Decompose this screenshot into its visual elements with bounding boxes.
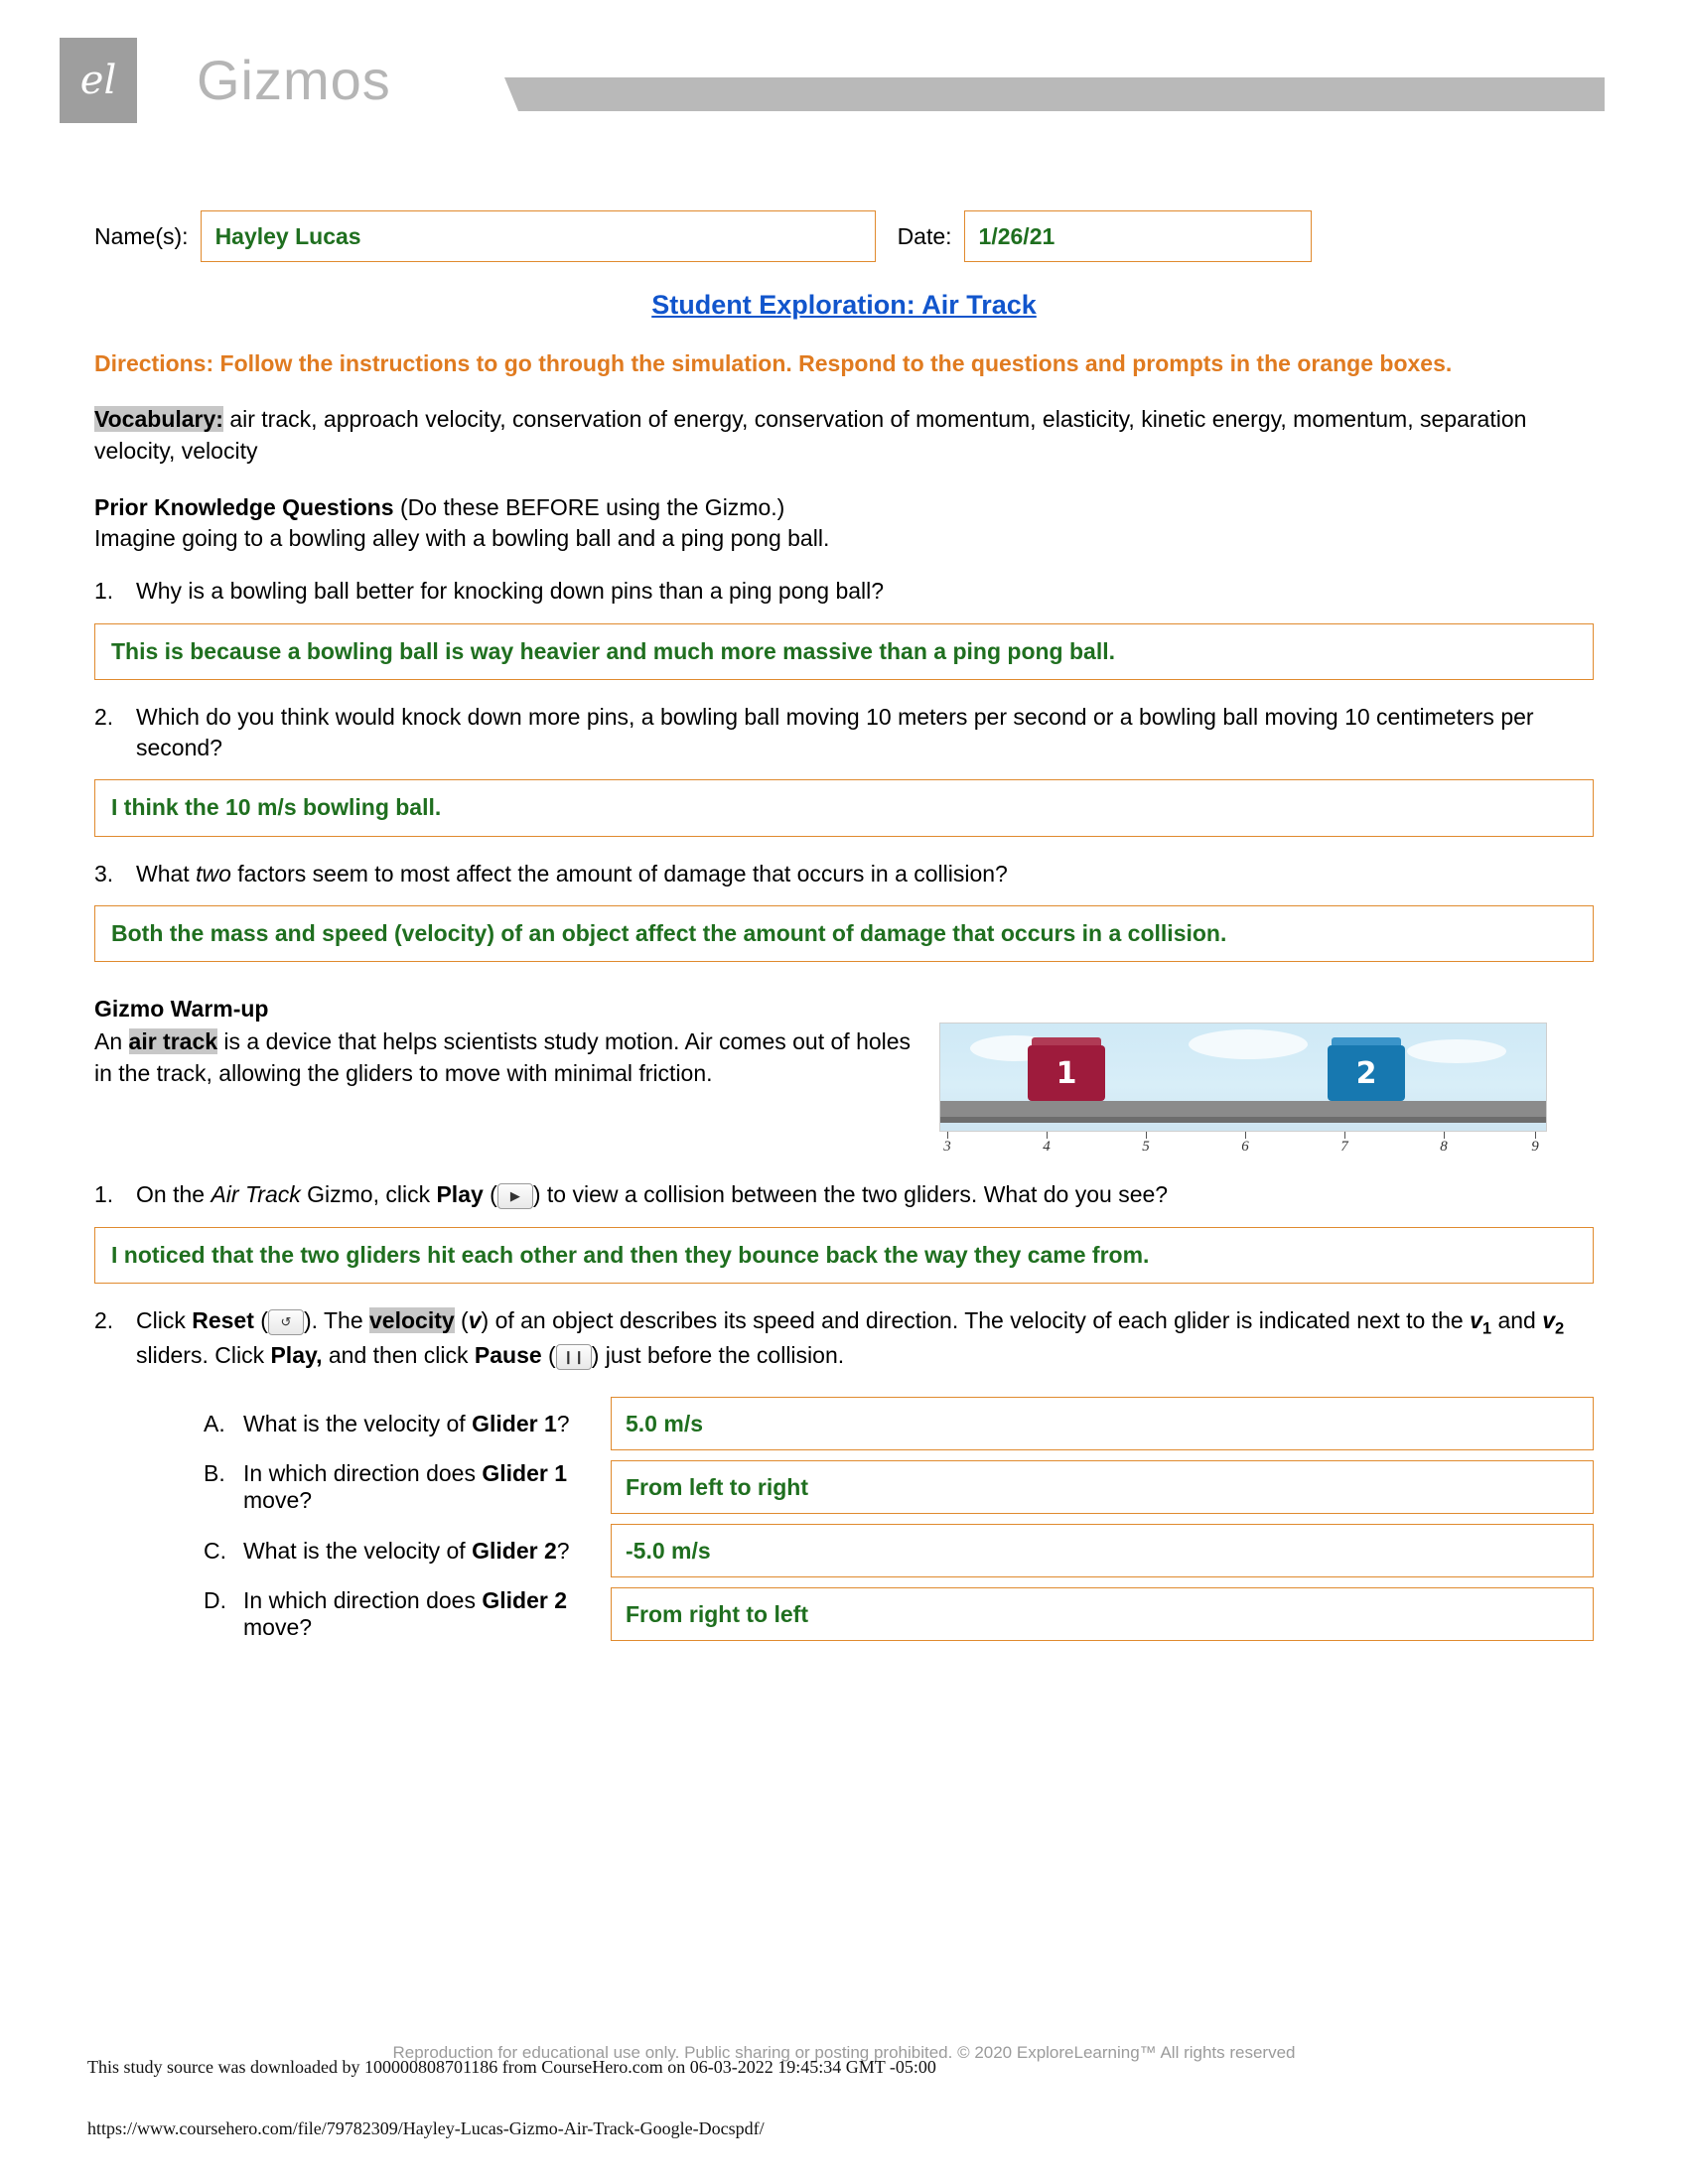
- reset-icon[interactable]: ↺: [268, 1309, 304, 1335]
- logo-glyph: el: [79, 58, 117, 103]
- question-2: [94, 702, 1594, 764]
- name-field[interactable]: [201, 210, 876, 262]
- vocabulary-terms: air track, approach velocity, conservation of energy, conservation of momentum, elasticity, kinetic energy, momentum, separation velocity, velocity: [94, 406, 1527, 464]
- sub-question-a-letter: A.: [204, 1410, 225, 1436]
- simulation-canvas: [939, 1023, 1547, 1132]
- answer-box-warmup-1[interactable]: [94, 1227, 1594, 1284]
- question-2-number: 2.: [94, 703, 114, 730]
- wq1-p4: ) to view a collision between the two gliders. What do you see?: [532, 1181, 1169, 1208]
- glider-1: [1028, 1045, 1105, 1101]
- wq2-p6: and: [1491, 1306, 1543, 1333]
- sub-question-d-letter: D.: [204, 1587, 226, 1614]
- qd-bold: Glider 2: [482, 1587, 568, 1614]
- wq2-v2-sub: 2: [1555, 1318, 1565, 1338]
- glider-2: [1328, 1045, 1405, 1101]
- question-1-text: Why is a bowling ball better for knocking down pins than a ping pong ball?: [136, 578, 885, 605]
- wq2-play-bold: Play,: [270, 1341, 323, 1368]
- ruler-label: 5: [1142, 1139, 1150, 1156]
- track-base: [940, 1116, 1546, 1123]
- wq2-reset-bold: Reset: [192, 1306, 254, 1333]
- warmup-text-2: is a device that helps scientists study motion. Air comes out of holes in the track, allowing the gliders to move with minimal friction.: [94, 1028, 912, 1086]
- answer-2-text: I think the 10 m/s bowling ball.: [111, 794, 442, 821]
- qc-post: ?: [556, 1537, 570, 1564]
- wq1-p2: Gizmo, click: [300, 1181, 437, 1208]
- ruler-label: 9: [1531, 1139, 1539, 1156]
- vocabulary-paragraph: [94, 404, 1594, 467]
- qa-bold: Glider 1: [472, 1410, 557, 1436]
- sub-question-c-label: [94, 1538, 611, 1565]
- date-field[interactable]: [964, 210, 1312, 262]
- warmup-question-1-text: [136, 1179, 1594, 1210]
- warmup-question-1: [94, 1179, 1594, 1210]
- sub-question-b: [94, 1460, 1594, 1514]
- directions-text: Directions: Follow the instructions to go through the simulation. Respond to the questions and prompts in the orange boxes.: [94, 350, 1453, 376]
- answer-3-text: Both the mass and speed (velocity) of an object affect the amount of damage that occurs in a collision.: [111, 920, 1227, 947]
- question-1-number: 1.: [94, 578, 114, 605]
- gizmos-logo: [60, 38, 137, 123]
- qd-pre: In which direction does: [243, 1587, 483, 1614]
- wq2-p8: and then click: [322, 1341, 475, 1368]
- warmup-highlight: air track: [128, 1028, 218, 1055]
- sub-question-c-letter: C.: [204, 1537, 226, 1564]
- wq1-em: Air Track: [211, 1181, 301, 1208]
- question-2-text: Which do you think would knock down more pins, a bowling ball moving 10 meters per second or a bowling ball moving 10 centimeters per second?: [136, 703, 1534, 761]
- ruler-label: 3: [943, 1139, 951, 1156]
- document-content: [0, 210, 1688, 1641]
- question-1: [94, 576, 1594, 607]
- air-track: [940, 1101, 1546, 1117]
- gizmos-header: [0, 0, 1688, 149]
- sub-question-d-label: [94, 1587, 611, 1641]
- ruler-label: 6: [1241, 1139, 1249, 1156]
- glider-1-label: 1: [1055, 1055, 1077, 1091]
- wq1-p1: On the: [136, 1181, 211, 1208]
- qc-bold: Glider 2: [472, 1537, 557, 1564]
- wq1-bold: Play: [436, 1181, 484, 1208]
- answer-box-a[interactable]: [611, 1397, 1594, 1450]
- source-url: https://www.coursehero.com/file/79782309/Hayley-Lucas-Gizmo-Air-Track-Google-Docspdf/: [87, 2118, 765, 2138]
- wq2-p4: (: [454, 1306, 469, 1333]
- download-notice: This study source was downloaded by 100000808701186 from CourseHero.com on 06-03-2022 19:45:34 GMT -05:00: [87, 2057, 936, 2077]
- qa-post: ?: [556, 1410, 570, 1436]
- sub-questions-group: [94, 1397, 1594, 1641]
- track-ruler: [939, 1132, 1545, 1158]
- glider-1-cap: [1032, 1037, 1101, 1045]
- prior-knowledge-note: (Do these BEFORE using the Gizmo.): [393, 493, 785, 520]
- qd-post: move?: [243, 1614, 313, 1641]
- wq2-p7: sliders. Click: [136, 1341, 271, 1368]
- cloud-shape: [1189, 1029, 1308, 1059]
- wq2-v2: v: [1542, 1306, 1556, 1333]
- sub-question-d-text: [243, 1587, 611, 1641]
- header-accent-bar: [504, 77, 1605, 111]
- answer-1-text: This is because a bowling ball is way heavier and much more massive than a ping pong ball.: [111, 637, 1116, 664]
- play-icon[interactable]: ▶: [497, 1183, 533, 1209]
- date-value: 1/26/21: [978, 222, 1055, 249]
- sub-question-d: [94, 1587, 1594, 1641]
- warmup-question-2-text: [136, 1305, 1594, 1371]
- answer-box-1[interactable]: [94, 623, 1594, 680]
- qb-bold: Glider 1: [482, 1460, 568, 1487]
- qc-pre: What is the velocity of: [243, 1537, 473, 1564]
- name-label: Name(s):: [94, 222, 189, 249]
- wq2-v1-sub: 1: [1481, 1318, 1492, 1338]
- warmup-question-2: [94, 1305, 1594, 1371]
- wq2-p1: Click: [136, 1306, 193, 1333]
- question-3-text: [136, 859, 1594, 889]
- name-date-row: [94, 210, 1594, 262]
- sub-question-a-label: [94, 1411, 611, 1437]
- answer-box-d[interactable]: [611, 1587, 1594, 1641]
- answer-c-text: -5.0 m/s: [626, 1537, 711, 1564]
- wq1-p3: (: [483, 1181, 497, 1208]
- pause-icon[interactable]: ❙❙: [556, 1344, 592, 1370]
- prior-knowledge-heading: Prior Knowledge Questions: [94, 493, 394, 520]
- question-3-text-pre: What: [136, 860, 197, 887]
- sub-question-b-label: [94, 1460, 611, 1514]
- ruler-label: 8: [1440, 1139, 1448, 1156]
- warmup-question-1-number: 1.: [94, 1181, 114, 1208]
- vocabulary-label: Vocabulary:: [94, 406, 223, 433]
- answer-box-c[interactable]: [611, 1524, 1594, 1577]
- question-3: [94, 859, 1594, 889]
- warmup-heading: Gizmo Warm-up: [94, 996, 269, 1023]
- qa-pre: What is the velocity of: [243, 1410, 473, 1436]
- wq2-p2: (: [253, 1306, 268, 1333]
- answer-box-2[interactable]: [94, 779, 1594, 836]
- sub-question-b-letter: B.: [204, 1460, 225, 1487]
- wq2-p5: ) of an object describes its speed and direction. The velocity of each glider is indicated next to the: [481, 1306, 1471, 1333]
- question-3-text-post: factors seem to most affect the amount of damage that occurs in a collision?: [230, 860, 1008, 887]
- answer-a-text: 5.0 m/s: [626, 1410, 703, 1436]
- ruler-label: 7: [1340, 1139, 1348, 1156]
- sub-question-a: [94, 1397, 1594, 1450]
- wq2-v1: v: [1470, 1306, 1482, 1333]
- warmup-text-1: An: [94, 1028, 129, 1055]
- sub-question-b-text: [243, 1460, 611, 1514]
- ruler-label: 4: [1043, 1139, 1051, 1156]
- name-value: Hayley Lucas: [214, 222, 361, 249]
- warmup-question-2-number: 2.: [94, 1306, 114, 1333]
- wq2-pause-bold: Pause: [474, 1341, 542, 1368]
- wq2-v-italic: v: [468, 1306, 482, 1333]
- question-3-number: 3.: [94, 860, 114, 887]
- air-track-simulation-image: [939, 1023, 1545, 1158]
- brand-wordmark: Gizmos: [197, 49, 391, 111]
- page-title: Student Exploration: Air Track: [651, 290, 1037, 320]
- answer-d-text: From right to left: [626, 1600, 808, 1627]
- wq2-velocity-highlight: velocity: [369, 1306, 455, 1333]
- prior-knowledge-block: [94, 492, 1594, 555]
- wq2-p9: (: [541, 1341, 556, 1368]
- prior-knowledge-intro: Imagine going to a bowling alley with a bowling ball and a ping pong ball.: [94, 525, 830, 552]
- glider-2-cap: [1332, 1037, 1401, 1045]
- wq2-p3: ). The: [303, 1306, 369, 1333]
- glider-2-label: 2: [1355, 1055, 1377, 1091]
- answer-box-3[interactable]: [94, 905, 1594, 962]
- answer-warmup-1-text: I noticed that the two gliders hit each other and then they bounce back the way they came from.: [111, 1241, 1150, 1268]
- cloud-shape: [1407, 1039, 1506, 1063]
- qb-pre: In which direction does: [243, 1460, 483, 1487]
- question-3-emphasis: two: [196, 860, 231, 887]
- page-footer: [0, 2035, 1688, 2184]
- sub-question-a-text: [243, 1411, 570, 1437]
- answer-b-text: From left to right: [626, 1473, 808, 1500]
- warmup-text: [94, 1026, 923, 1089]
- qb-post: move?: [243, 1487, 313, 1514]
- warmup-row: [94, 1023, 1594, 1158]
- answer-box-b[interactable]: [611, 1460, 1594, 1514]
- sub-question-c-text: [243, 1538, 570, 1565]
- sub-question-c: [94, 1524, 1594, 1577]
- wq2-p10: ) just before the collision.: [591, 1341, 845, 1368]
- copyright-notice: Reproduction for educational use only. Public sharing or posting prohibited. © 2020 ExploreLearning™ All rights reserved: [392, 2043, 1296, 2062]
- date-label: Date:: [897, 222, 952, 249]
